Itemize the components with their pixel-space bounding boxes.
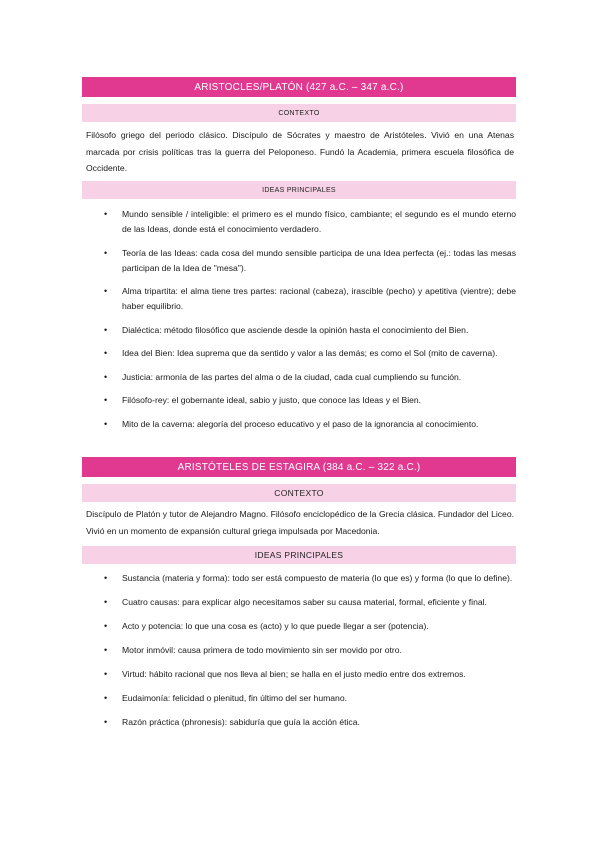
list-item <box>86 370 516 385</box>
list-item <box>86 417 516 432</box>
context-heading-aristoteles <box>82 484 516 502</box>
list-item-text: Razón práctica (phronesis): sabiduría que guía la acción ética. <box>122 717 360 727</box>
list-item <box>86 284 516 314</box>
ideas-heading-platon <box>82 181 516 199</box>
list-item <box>86 595 516 610</box>
list-item-text: Justicia: armonía de las partes del alma o de la ciudad, cada cual cumpliendo su función. <box>122 371 462 382</box>
section-title-text: ARISTOCLES/PLATÓN (427 a.C. – 347 a.C.) <box>194 81 404 93</box>
list-item-text: Cuatro causas: para explicar algo necesitamos saber su causa material, formal, eficiente y final. <box>122 597 487 607</box>
list-item-text: Mundo sensible / inteligible: el primero es el mundo físico, cambiante; el segundo es el mundo eterno de las Ideas, donde está el conocimiento verdadero. <box>122 209 516 234</box>
list-item-text: Motor inmóvil: causa primera de todo movimiento sin ser movido por otro. <box>122 645 402 655</box>
list-item <box>86 393 516 408</box>
list-item <box>86 619 516 634</box>
bullet-icon: • <box>104 645 108 655</box>
section-title-text: ARISTÓTELES DE ESTAGIRA (384 a.C. – 322 a.C.) <box>177 461 421 473</box>
list-item-text: Alma tripartita: el alma tiene tres partes: racional (cabeza), irascible (pecho) y apetitiva (vientre); debe haber equilibrio. <box>122 286 516 311</box>
bullet-icon: • <box>104 717 108 727</box>
list-item-text: Mito de la caverna: alegoría del proceso educativo y el paso de la ignorancia al conocimiento. <box>122 418 479 429</box>
bullet-icon: • <box>104 371 108 382</box>
bullet-icon: • <box>104 348 108 358</box>
list-item <box>86 323 516 338</box>
list-item <box>86 246 516 276</box>
ideas-list-aristoteles <box>86 571 516 739</box>
list-item <box>86 715 516 730</box>
list-item-text: Eudaimonía: felicidad o plenitud, fin último del ser humano. <box>122 693 348 703</box>
list-item-text: Sustancia (materia y forma): todo ser está compuesto de materia (lo que es) y forma (lo que lo define). <box>122 573 513 583</box>
section-title-aristoteles <box>82 457 516 477</box>
bullet-icon: • <box>104 597 108 607</box>
list-item <box>86 207 516 237</box>
list-item-text: Virtud: hábito racional que nos lleva al bien; se halla en el justo medio entre dos extremos. <box>122 669 466 679</box>
bullet-icon: • <box>104 693 108 703</box>
list-item <box>86 691 516 706</box>
ideas-heading-text: IDEAS PRINCIPALES <box>254 550 344 560</box>
list-item-text: Acto y potencia: lo que una cosa es (acto) y lo que puede llegar a ser (potencia). <box>122 621 429 631</box>
list-item-text: Filósofo-rey: el gobernante ideal, sabio y justo, que conoce las Ideas y el Bien. <box>122 395 422 405</box>
list-item-text: Idea del Bien: Idea suprema que da sentido y valor a las demás; es como el Sol (mito de caverna). <box>122 348 498 358</box>
bullet-icon: • <box>104 324 108 335</box>
ideas-list-platon <box>86 207 516 440</box>
list-item <box>86 346 516 361</box>
bullet-icon: • <box>104 573 108 583</box>
bullet-icon: • <box>104 286 108 296</box>
bullet-icon: • <box>104 247 108 258</box>
context-heading-text: CONTEXTO <box>278 109 320 117</box>
context-heading-text: CONTEXTO <box>274 488 324 498</box>
bullet-icon: • <box>104 209 108 219</box>
list-item-text: Teoría de las Ideas: cada cosa del mundo sensible participa de una Idea perfecta (ej.: todas las mesas participan de la Idea de "mesa"). <box>122 247 516 273</box>
list-item-text: Dialéctica: método filosófico que asciende desde la opinión hasta el conocimiento del Bien. <box>122 324 469 335</box>
bullet-icon: • <box>104 418 108 429</box>
list-item <box>86 643 516 658</box>
bullet-icon: • <box>104 621 108 631</box>
context-heading-platon <box>82 104 516 122</box>
list-item <box>86 571 516 586</box>
ideas-heading-text: IDEAS PRINCIPALES <box>262 186 336 194</box>
bullet-icon: • <box>104 395 108 405</box>
context-paragraph-aristoteles: Discípulo de Platón y tutor de Alejandro Magno. Filósofo enciclopédico de la Grecia clásica. Fundador del Liceo. Vivió en un momento de expansión cultural griega impulsada por Macedonia. <box>86 509 514 536</box>
section-title-platon <box>82 77 516 97</box>
bullet-icon: • <box>104 669 108 679</box>
list-item <box>86 667 516 682</box>
ideas-heading-aristoteles <box>82 546 516 564</box>
context-paragraph-platon: Filósofo griego del periodo clásico. Discípulo de Sócrates y maestro de Aristóteles. Vivió en una Atenas marcada por crisis políticas tras la guerra del Peloponeso. Fundó la Academia, primera escuela filosófica de Occidente. <box>86 130 514 173</box>
